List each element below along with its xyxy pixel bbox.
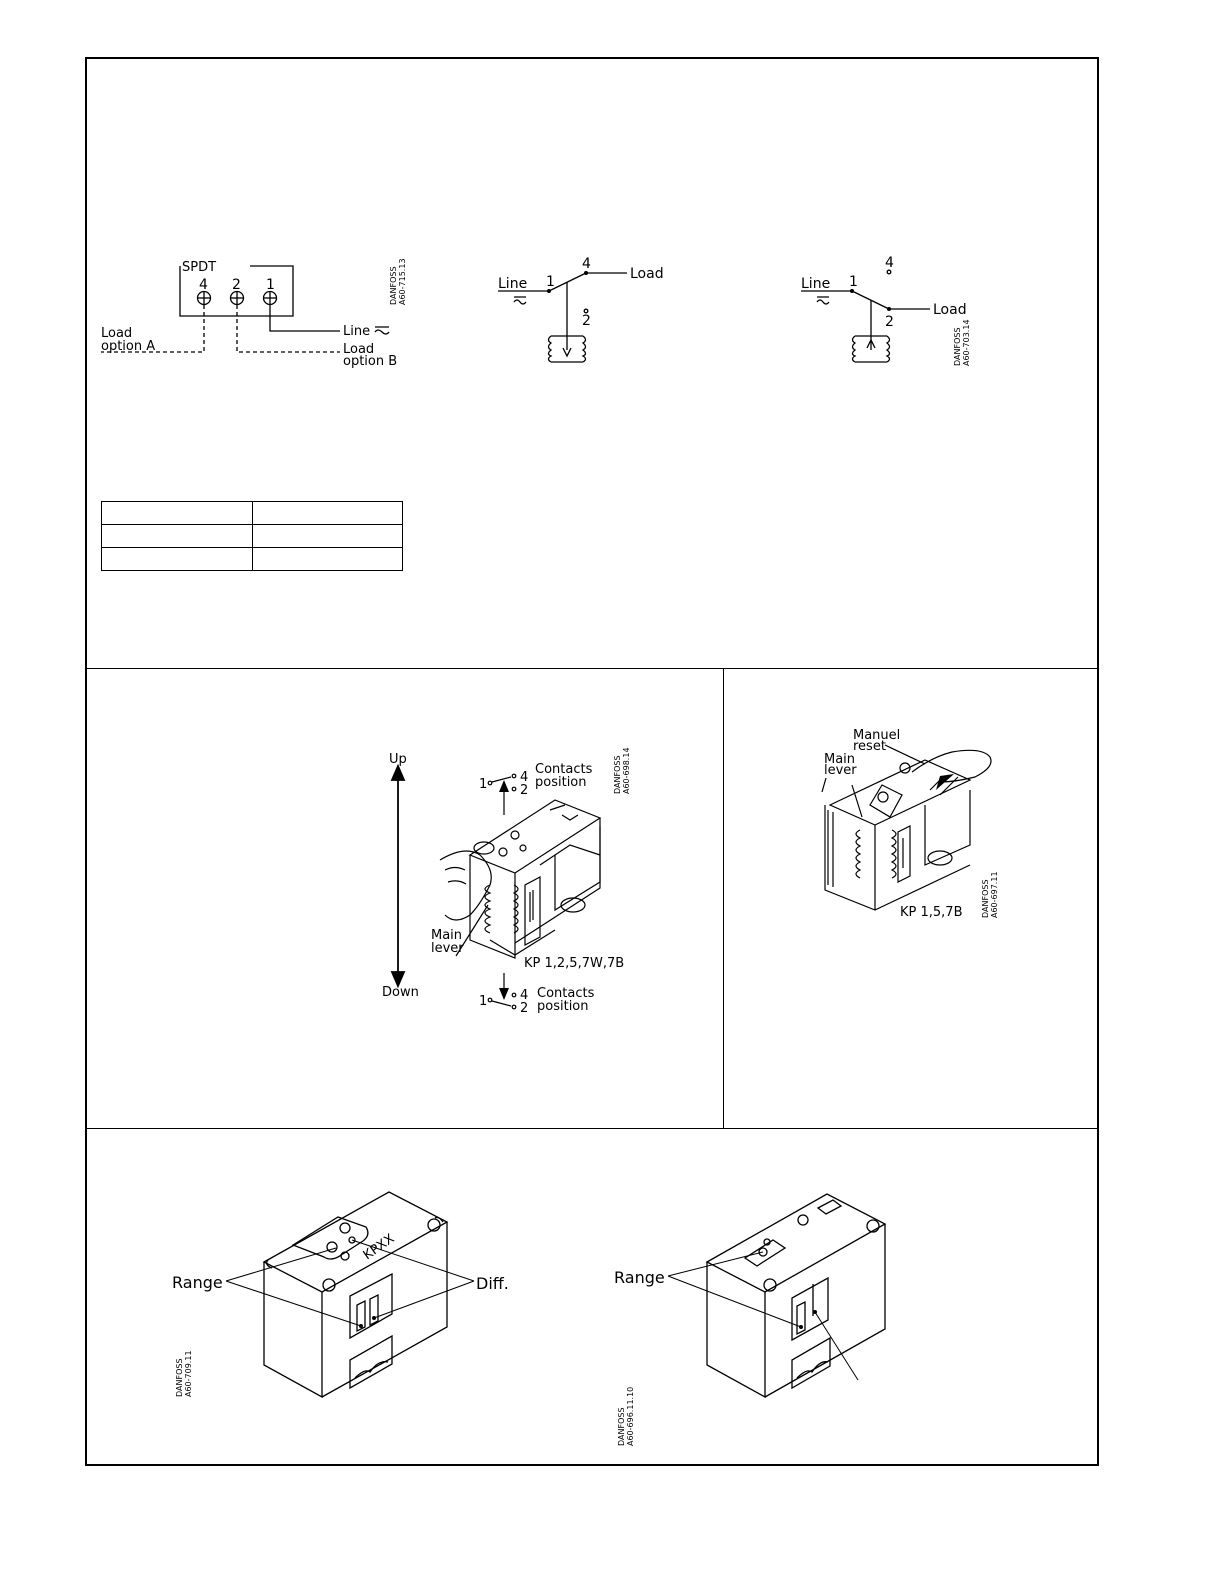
switch1-line-label: Line bbox=[498, 276, 528, 292]
wiring-line-label: Line bbox=[343, 324, 371, 339]
svg-text:DANFOSS: DANFOSS bbox=[617, 1407, 626, 1446]
load-option-a-line2: option A bbox=[101, 339, 156, 354]
svg-text:A60-703.14: A60-703.14 bbox=[962, 319, 971, 366]
switch1-terminal-2: 2 bbox=[582, 313, 591, 329]
terminal-4-label: 4 bbox=[199, 277, 208, 293]
down-label: Down bbox=[382, 985, 419, 1000]
svg-text:A60-696.11.10: A60-696.11.10 bbox=[626, 1386, 635, 1446]
range-label-left: Range bbox=[172, 1273, 223, 1292]
switch2-terminal-2: 2 bbox=[885, 314, 894, 330]
svg-text:A60-698.14: A60-698.14 bbox=[622, 747, 631, 794]
load-option-b-line2: option B bbox=[343, 354, 398, 369]
top-terminal-2: 2 bbox=[520, 783, 529, 798]
model-label-kp-1257: KP 1,2,5,7W,7B bbox=[524, 956, 625, 971]
switch2-line-label: Line bbox=[801, 276, 831, 292]
main-lever-label-2-line1: Main bbox=[824, 752, 856, 767]
manuel-reset-label-line1: Manuel bbox=[853, 728, 901, 743]
bottom-terminal-1: 1 bbox=[479, 994, 488, 1009]
top-terminal-4: 4 bbox=[520, 770, 529, 785]
device-left-drawing bbox=[264, 1192, 447, 1397]
reset-arrow-icon bbox=[936, 774, 954, 790]
model-label-kp-157b: KP 1,5,7B bbox=[900, 905, 963, 920]
contacts-up-arrow bbox=[499, 780, 509, 792]
contacts-bottom-line1: Contacts bbox=[537, 986, 595, 1001]
contacts-bottom-line2: position bbox=[537, 999, 589, 1014]
contacts-down-arrow bbox=[499, 988, 509, 1000]
up-down-arrow bbox=[392, 766, 404, 986]
load-option-b-line1: Load bbox=[343, 342, 375, 357]
diff-label: Diff. bbox=[476, 1274, 509, 1293]
bottom-terminal-4: 4 bbox=[520, 988, 529, 1003]
switch2-terminal-1: 1 bbox=[849, 274, 858, 290]
terminal-1-label: 1 bbox=[266, 277, 275, 293]
danfoss-code-703 bbox=[953, 319, 971, 366]
main-lever-label-2-line2: lever bbox=[824, 763, 857, 778]
danfoss-code-696 bbox=[617, 1387, 635, 1446]
load-option-a-line1: Load bbox=[101, 326, 133, 341]
danfoss-code-698 bbox=[613, 747, 631, 794]
main-lever-label-1-line2: lever bbox=[431, 941, 464, 956]
spdt-label: SPDT bbox=[182, 260, 217, 275]
manuel-reset-label-line2: reset bbox=[853, 739, 886, 754]
switch1-terminal-4: 4 bbox=[582, 256, 591, 272]
danfoss-code-715 bbox=[389, 258, 407, 305]
contacts-top-line1: Contacts bbox=[535, 762, 593, 777]
svg-text:DANFOSS: DANFOSS bbox=[953, 327, 962, 366]
bottom-terminal-2: 2 bbox=[520, 1001, 529, 1016]
contacts-top-symbol bbox=[488, 774, 516, 815]
kpxx-model-text: KPXX bbox=[360, 1231, 398, 1264]
danfoss-code-697 bbox=[981, 871, 999, 918]
svg-text:A60-709.11: A60-709.11 bbox=[184, 1350, 193, 1397]
terminal-2-label: 2 bbox=[232, 277, 241, 293]
svg-text:A60-697.11: A60-697.11 bbox=[990, 871, 999, 918]
danfoss-code-709 bbox=[175, 1350, 193, 1397]
svg-text:DANFOSS: DANFOSS bbox=[175, 1358, 184, 1397]
svg-text:DANFOSS: DANFOSS bbox=[981, 879, 990, 918]
svg-text:DANFOSS: DANFOSS bbox=[613, 755, 622, 794]
top-terminal-1: 1 bbox=[479, 777, 488, 792]
svg-text:A60-715.13: A60-715.13 bbox=[398, 258, 407, 305]
kp-device-drawing-1 bbox=[440, 800, 600, 958]
switch1-load-label: Load bbox=[630, 266, 664, 282]
switch2-terminal-4: 4 bbox=[885, 255, 894, 271]
range-label-right: Range bbox=[614, 1268, 665, 1287]
switch1-terminal-1: 1 bbox=[546, 274, 555, 290]
contacts-top-line2: position bbox=[535, 775, 587, 790]
main-lever-label-1-line1: Main bbox=[431, 928, 463, 943]
switch2-load-label: Load bbox=[933, 302, 967, 318]
up-label: Up bbox=[389, 752, 407, 767]
device-right-drawing bbox=[707, 1194, 885, 1397]
svg-text:DANFOSS: DANFOSS bbox=[389, 266, 398, 305]
